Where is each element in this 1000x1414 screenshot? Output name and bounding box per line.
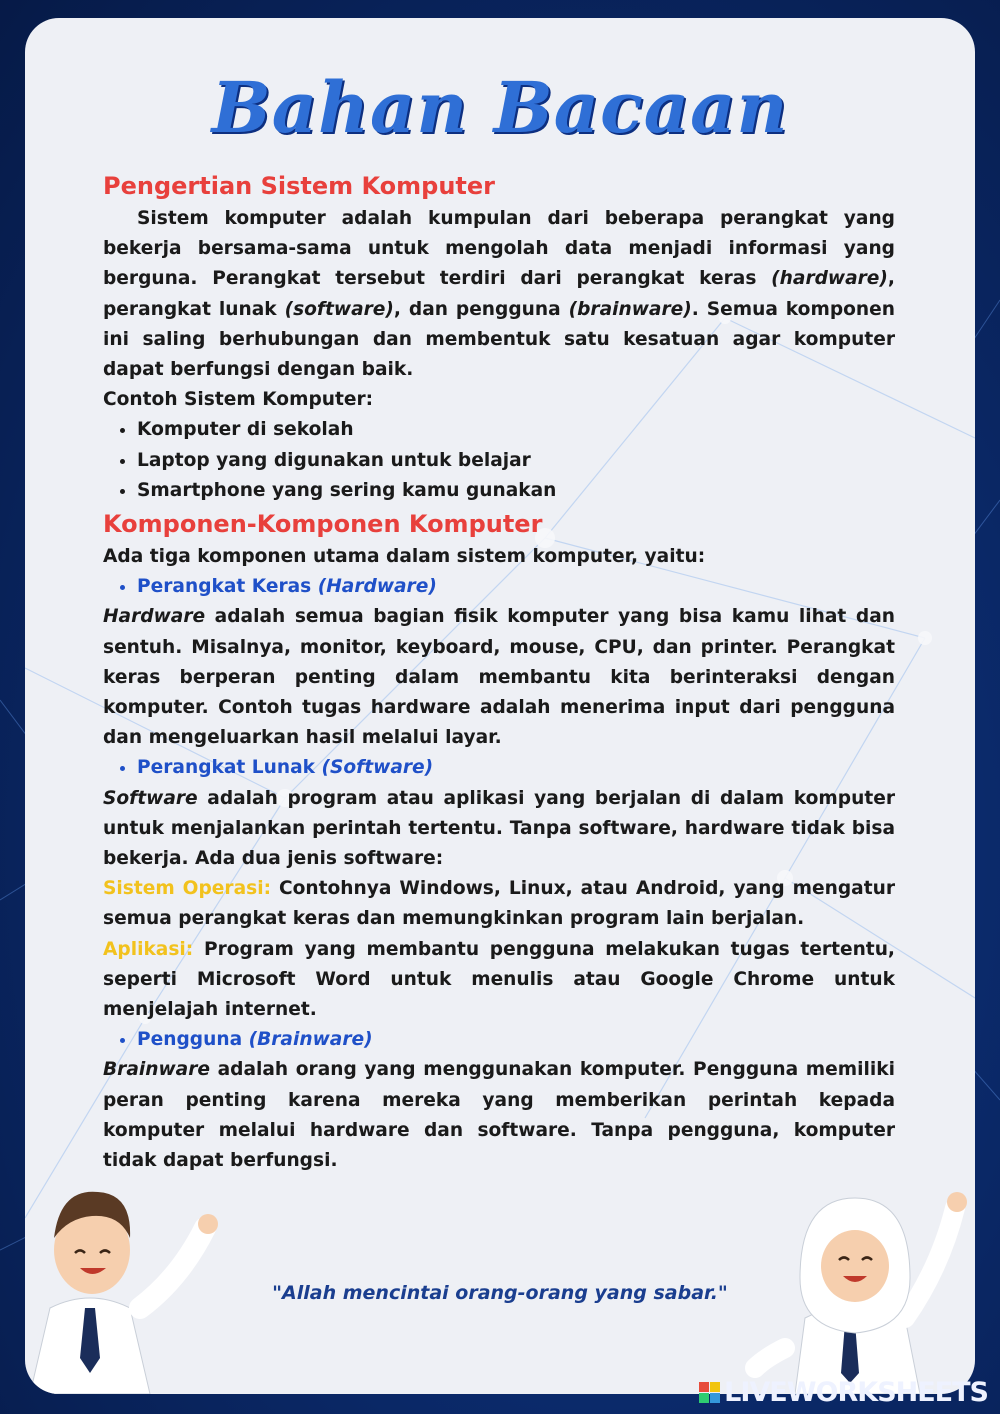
- section-heading-pengertian: Pengertian Sistem Komputer: [103, 172, 496, 200]
- text-segment: . Semua komponen ini saling berhubungan dan membentuk satu kesatuan agar komputer dapat berfungsi dengan baik.: [103, 298, 895, 381]
- page-title: Bahan Bacaan: [211, 66, 789, 149]
- paragraph-hardware: [103, 602, 895, 753]
- paragraph-pengertian: [103, 204, 895, 385]
- term-brainware: (brainware): [568, 298, 692, 320]
- text-segment: adalah semua bagian fisik komputer yang bisa kamu lihat dan sentuh. Misalnya, monitor, keyboard, mouse, CPU, dan printer. Perangkat keras berperan penting dalam membantu kita berinteraksi dengan komputer. Contoh tugas hardware adalah menerima input dari pengguna dan mengeluarkan hasil melalui layar.: [103, 606, 895, 749]
- text-segment: , dan pengguna: [393, 298, 569, 320]
- examples-list: [103, 415, 895, 506]
- hardware-bullet: [103, 572, 895, 602]
- subheading-brainware: [137, 1025, 895, 1055]
- subheading-software: [137, 753, 895, 783]
- text-segment: , perangkat lunak: [103, 268, 895, 320]
- komponen-intro: Ada tiga komponen utama dalam sistem komputer, yaitu:: [103, 546, 706, 568]
- term: Software: [103, 787, 198, 809]
- software-bullet: [103, 753, 895, 783]
- girl-student-illustration: [745, 1168, 975, 1394]
- subheading-label: Perangkat Keras: [137, 576, 318, 598]
- subheading-label: Pengguna: [137, 1029, 249, 1051]
- text-segment: Program yang membantu pengguna melakukan tugas tertentu, seperti Microsoft Word untuk menulis atau Google Chrome untuk menjelajah internet.: [103, 938, 895, 1021]
- paragraph-software: [103, 784, 895, 875]
- paragraph-os: [103, 874, 895, 934]
- term-hardware: (hardware): [771, 268, 888, 290]
- text-segment: Sistem komputer adalah kumpulan dari beberapa perangkat yang bekerja bersama-sama untuk mengolah data menjadi informasi yang berguna. Perangkat tersebut terdiri dari perangkat keras: [103, 208, 895, 290]
- subheading-label-en: (Brainware): [248, 1029, 373, 1051]
- list-item: • Smartphone yang sering kamu gunakan: [137, 476, 895, 506]
- boy-student-illustration: [25, 1158, 220, 1394]
- term: Brainware: [103, 1059, 211, 1081]
- watermark-text: LIVEWORKSHEETS: [724, 1377, 988, 1408]
- brainware-bullet: [103, 1025, 895, 1055]
- text-segment: adalah orang yang menggunakan komputer. Pengguna memiliki peran penting karena mereka yang memberikan perintah kepada komputer melalui hardware dan software. Tanpa pengguna, komputer tidak dapat berfungsi.: [103, 1059, 895, 1172]
- reading-card: [25, 18, 975, 1394]
- subheading-hardware: [137, 572, 895, 602]
- list-item: • Laptop yang digunakan untuk belajar: [137, 446, 895, 476]
- term-software: (software): [284, 298, 394, 320]
- reading-content: [103, 168, 895, 1176]
- app-label: Aplikasi:: [103, 938, 194, 960]
- subheading-label-en: (Software): [321, 757, 434, 779]
- subheading-label: Perangkat Lunak: [137, 757, 322, 779]
- examples-label: Contoh Sistem Komputer:: [103, 389, 374, 411]
- os-label: Sistem Operasi:: [103, 878, 272, 900]
- section-heading-komponen: Komponen-Komponen Komputer: [103, 510, 543, 539]
- text-segment: Contohnya Windows, Linux, atau Android, yang mengatur semua perangkat keras dan memungkinkan program lain berjalan.: [103, 878, 896, 930]
- quote: "Allah mencintai orang-orang yang sabar.": [272, 1282, 728, 1304]
- term: Hardware: [103, 606, 206, 628]
- liveworksheets-watermark: [699, 1377, 988, 1408]
- list-item: • Komputer di sekolah: [137, 415, 895, 445]
- paragraph-brainware: [103, 1055, 895, 1176]
- liveworksheets-logo-icon: [699, 1382, 720, 1403]
- paragraph-app: [103, 935, 895, 1026]
- subheading-label-en: (Hardware): [317, 576, 437, 598]
- text-segment: adalah program atau aplikasi yang berjalan di dalam komputer untuk menjalankan perintah tertentu. Tanpa software, hardware tidak bisa bekerja. Ada dua jenis software:: [103, 787, 895, 870]
